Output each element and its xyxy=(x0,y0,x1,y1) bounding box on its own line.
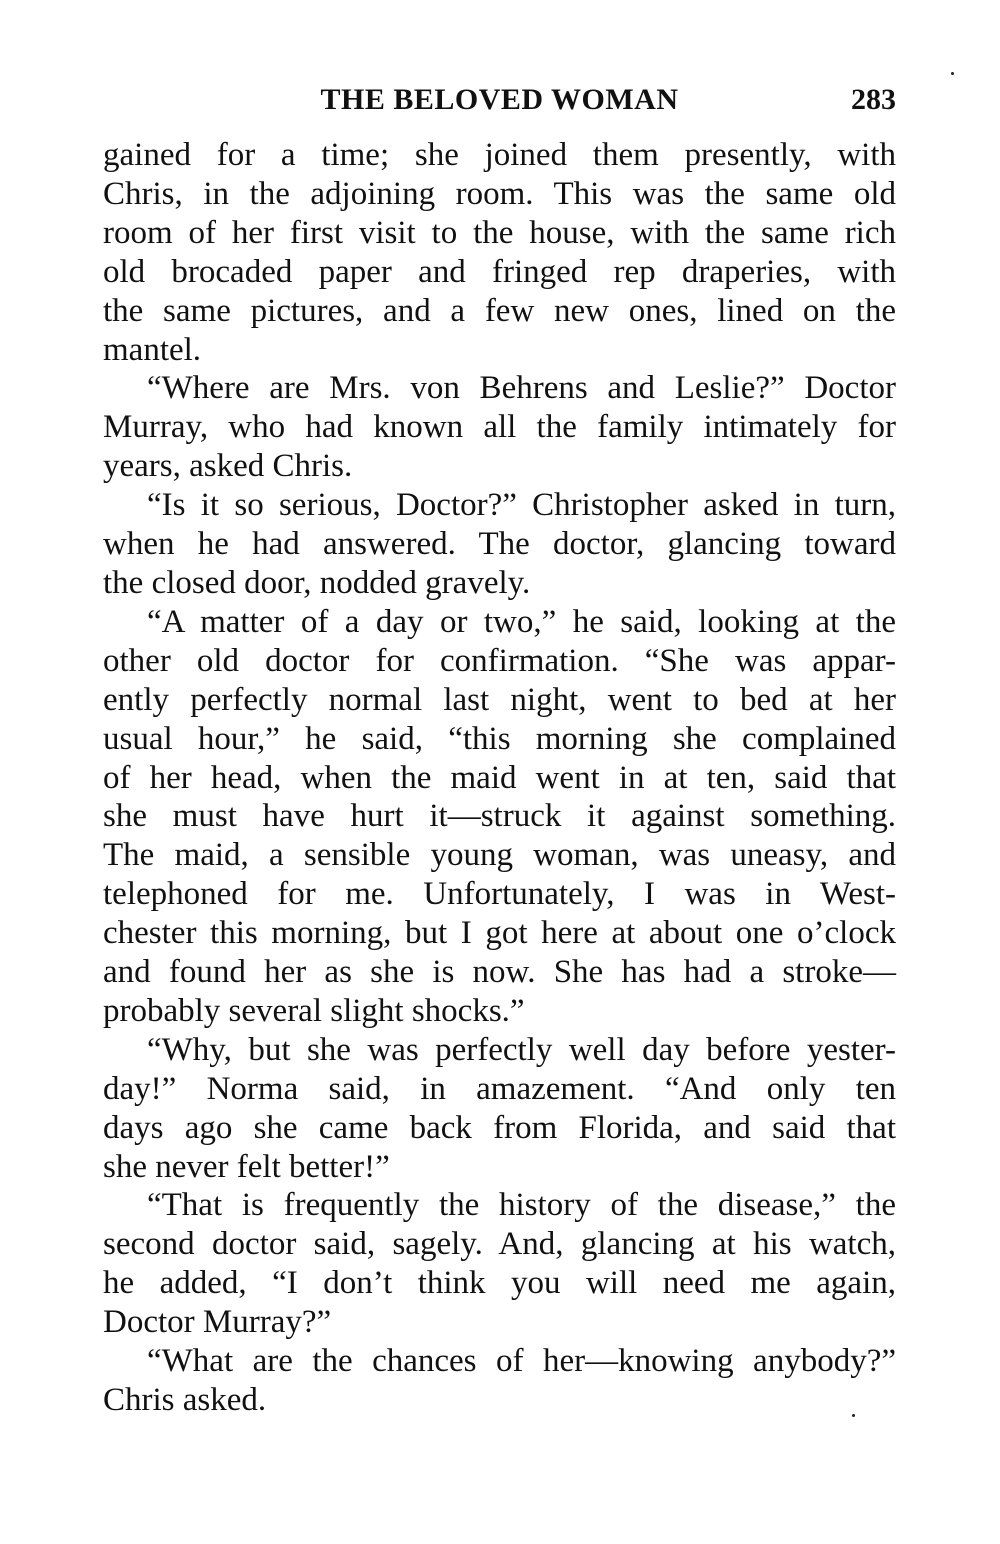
body-text xyxy=(103,136,896,1420)
paragraph xyxy=(103,369,896,486)
text-line: of her head, when the maid went in at ten, said that xyxy=(103,759,896,796)
print-speck xyxy=(852,1414,855,1417)
text-line: usual hour,” he said, “this morning she complained xyxy=(103,720,896,757)
print-speck xyxy=(951,72,954,75)
text-line: gained for a time; she joined them presently, with xyxy=(103,137,896,173)
text-line: the same pictures, and a few new ones, lined on the xyxy=(103,292,896,329)
text-line: Doctor Murray?” xyxy=(103,1304,332,1341)
text-line: probably several slight shocks.” xyxy=(103,992,525,1029)
text-line: “Is it so serious, Doctor?” Christopher asked in turn, xyxy=(147,487,896,524)
paragraph xyxy=(103,1186,896,1342)
text-line: other old doctor for confirmation. “She was appar- xyxy=(103,642,896,679)
paragraph xyxy=(103,1031,896,1187)
text-line: telephoned for me. Unfortunately, I was in West- xyxy=(103,876,896,913)
text-line: the closed door, nodded gravely. xyxy=(103,564,531,601)
text-line: “Why, but she was perfectly well day before yester- xyxy=(147,1031,896,1068)
running-header xyxy=(103,78,896,122)
text-line: Chris, in the adjoining room. This was the same old xyxy=(103,175,896,212)
text-line: mantel. xyxy=(103,331,202,368)
text-line: day!” Norma said, in amazement. “And only ten xyxy=(103,1070,896,1107)
text-line: “That is frequently the history of the disease,” the xyxy=(147,1187,896,1224)
text-line: she must have hurt it—struck it against something. xyxy=(103,798,896,835)
text-line: he added, “I don’t think you will need me again, xyxy=(103,1265,896,1302)
text-line: and found her as she is now. She has had a stroke— xyxy=(103,954,896,991)
paragraph xyxy=(103,486,896,603)
text-line: years, asked Chris. xyxy=(103,448,353,485)
text-line: days ago she came back from Florida, and said that xyxy=(103,1109,896,1146)
running-title: THE BELOVED WOMAN xyxy=(320,83,679,116)
text-line: when he had answered. The doctor, glancing toward xyxy=(103,526,896,563)
text-line: Chris asked. xyxy=(103,1382,267,1418)
paragraph xyxy=(103,1342,896,1420)
text-line: she never felt better!” xyxy=(103,1148,390,1185)
page-number: 283 xyxy=(851,83,896,116)
text-line: chester this morning, but I got here at about one o’clock xyxy=(103,915,896,952)
paragraph xyxy=(103,603,896,1031)
text-line: ently perfectly normal last night, went to bed at her xyxy=(103,681,896,718)
text-line: second doctor said, sagely. And, glancing at his watch, xyxy=(103,1226,896,1263)
paragraph xyxy=(103,136,896,369)
text-line: Murray, who had known all the family intimately for xyxy=(103,409,896,446)
text-line: “What are the chances of her—knowing anybody?” xyxy=(147,1343,896,1380)
text-line: “A matter of a day or two,” he said, looking at the xyxy=(147,603,896,640)
text-line: old brocaded paper and fringed rep draperies, with xyxy=(103,253,896,290)
text-line: The maid, a sensible young woman, was uneasy, and xyxy=(103,837,896,874)
text-line: room of her first visit to the house, with the same rich xyxy=(103,214,896,251)
text-line: “Where are Mrs. von Behrens and Leslie?” Doctor xyxy=(147,370,896,407)
